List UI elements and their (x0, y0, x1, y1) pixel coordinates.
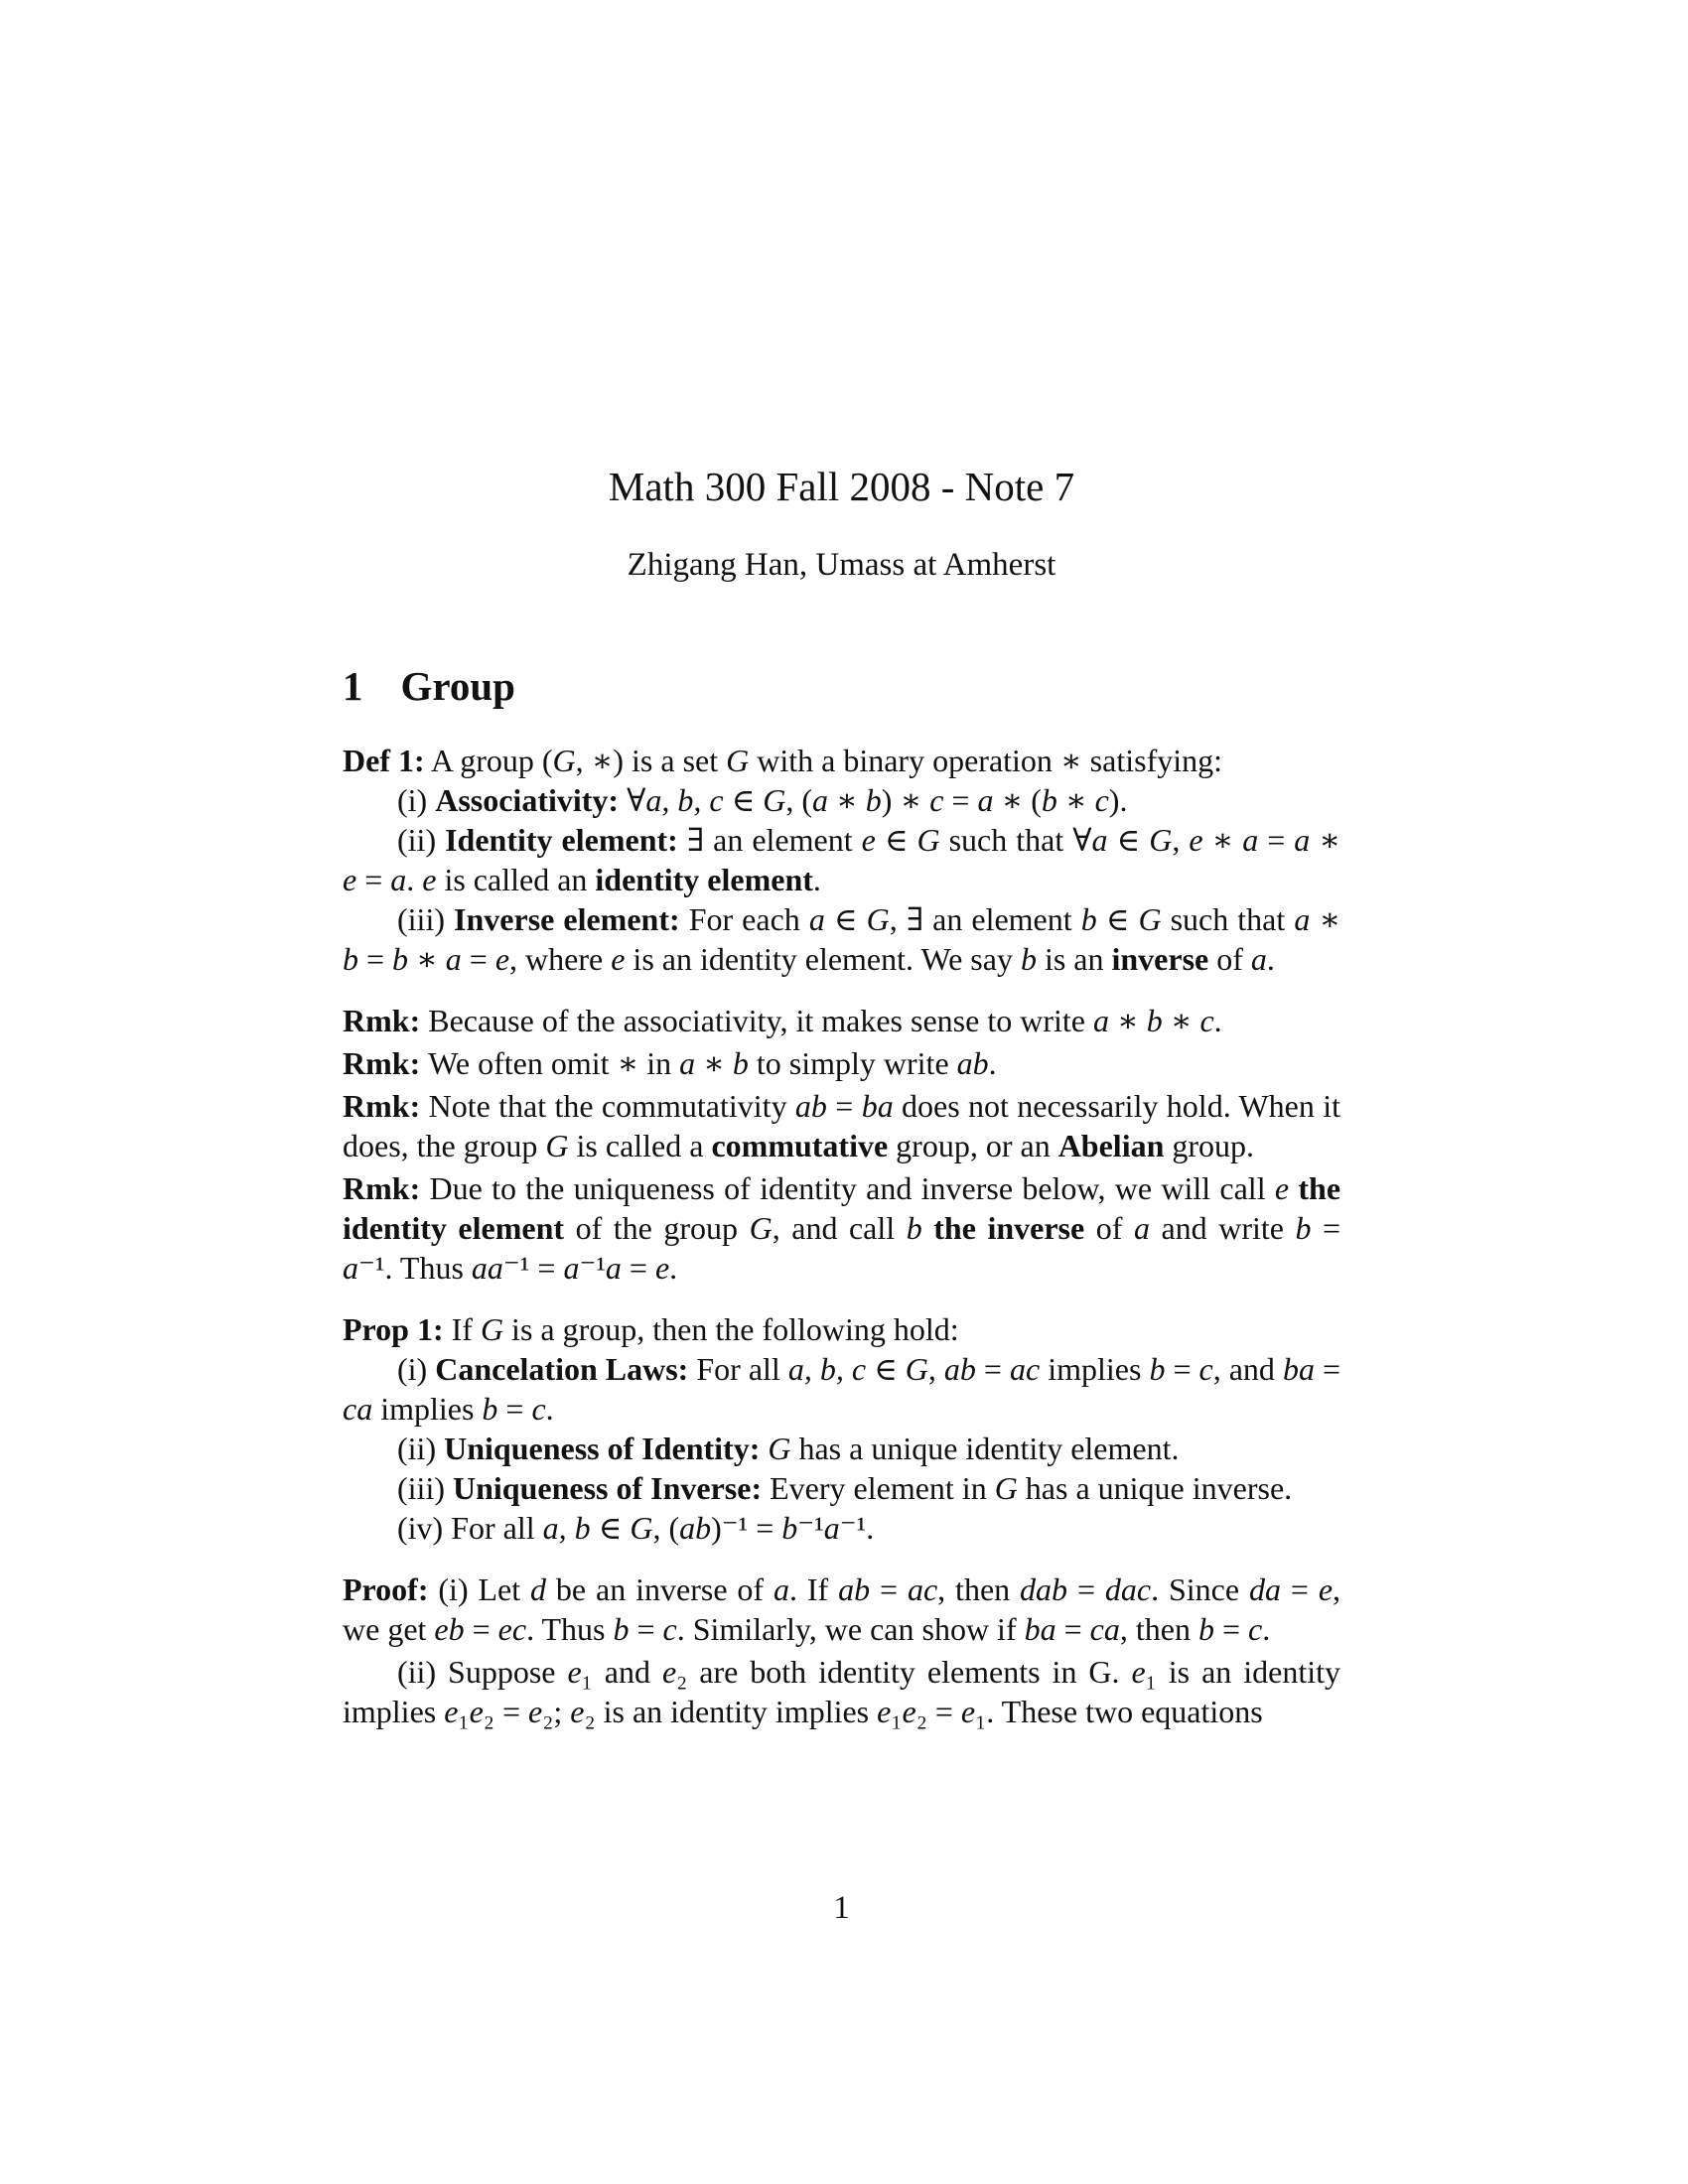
paragraph-prop1-item-i: (i) Cancelation Laws: For all a, b, c ∈ G, ab = ac implies b = c, and ba = ca implies b = c. (343, 1351, 1341, 1428)
paragraph-prop1-item-ii: (ii) Uniqueness of Identity: G has a unique identity element. (397, 1431, 1180, 1467)
section-title: Group (400, 663, 515, 710)
paragraph-prop1: Prop 1: If G is a group, then the following hold: (343, 1311, 959, 1348)
paragraph-def1-item-i: (i) Associativity: ∀a, b, c ∈ G, (a ∗ b) ∗ c = a ∗ (b ∗ c). (397, 782, 1128, 819)
document-author: Zhigang Han, Umass at Amherst (627, 547, 1056, 584)
paragraph-remark-1: Rmk: Because of the associativity, it makes sense to write a ∗ b ∗ c. (343, 1003, 1222, 1039)
paragraph-def1: Def 1: A group (G, ∗) is a set G with a binary operation ∗ satisfying: (343, 743, 1222, 779)
page-number: 1 (833, 1890, 850, 1926)
paragraph-proof-part-ii: (ii) Suppose e₁ and e₂ are both identity elements in G. e₁ is an identity implies e₁e₂ = e₂; e₂ is an identity implies e₁e₂ = e₁. These two equations (343, 1654, 1341, 1730)
section-number: 1 (343, 663, 363, 710)
paragraph-def1-item-iii: (iii) Inverse element: For each a ∈ G, ∃ an element b ∈ G such that a ∗ b = b ∗ a = e, where e is an identity element. We say b is an inverse of a. (343, 901, 1341, 978)
section-heading (343, 662, 1340, 711)
paragraph-remark-4: Rmk: Due to the uniqueness of identity and inverse below, we will call e the identity element of the group G, and call b the inverse of a and write b = a⁻¹. Thus aa⁻¹ = a⁻¹a = e. (343, 1170, 1341, 1287)
paragraph-prop1-item-iv: (iv) For all a, b ∈ G, (ab)⁻¹ = b⁻¹a⁻¹. (397, 1510, 875, 1547)
text-column (343, 0, 1340, 1731)
paragraph-def1-item-ii: (ii) Identity element: ∃ an element e ∈ G such that ∀a ∈ G, e ∗ a = a ∗ e = a. e is called an identity element. (343, 822, 1341, 898)
paragraph-remark-3: Rmk: Note that the commutativity ab = ba does not necessarily hold. When it does, the group G is called a commutative group, or an Abelian group. (343, 1088, 1341, 1164)
paragraph-prop1-item-iii: (iii) Uniqueness of Inverse: Every element in G has a unique inverse. (397, 1470, 1293, 1507)
paragraph-remark-2: Rmk: We often omit ∗ in a ∗ b to simply write ab. (343, 1045, 997, 1082)
paragraph-proof-part-i: Proof: (i) Let d be an inverse of a. If ab = ac, then dab = dac. Since da = e, we get eb = ec. Thus b = c. Similarly, we can show if ba = ca, then b = c. (343, 1571, 1341, 1648)
document-title: Math 300 Fall 2008 - Note 7 (608, 464, 1075, 509)
